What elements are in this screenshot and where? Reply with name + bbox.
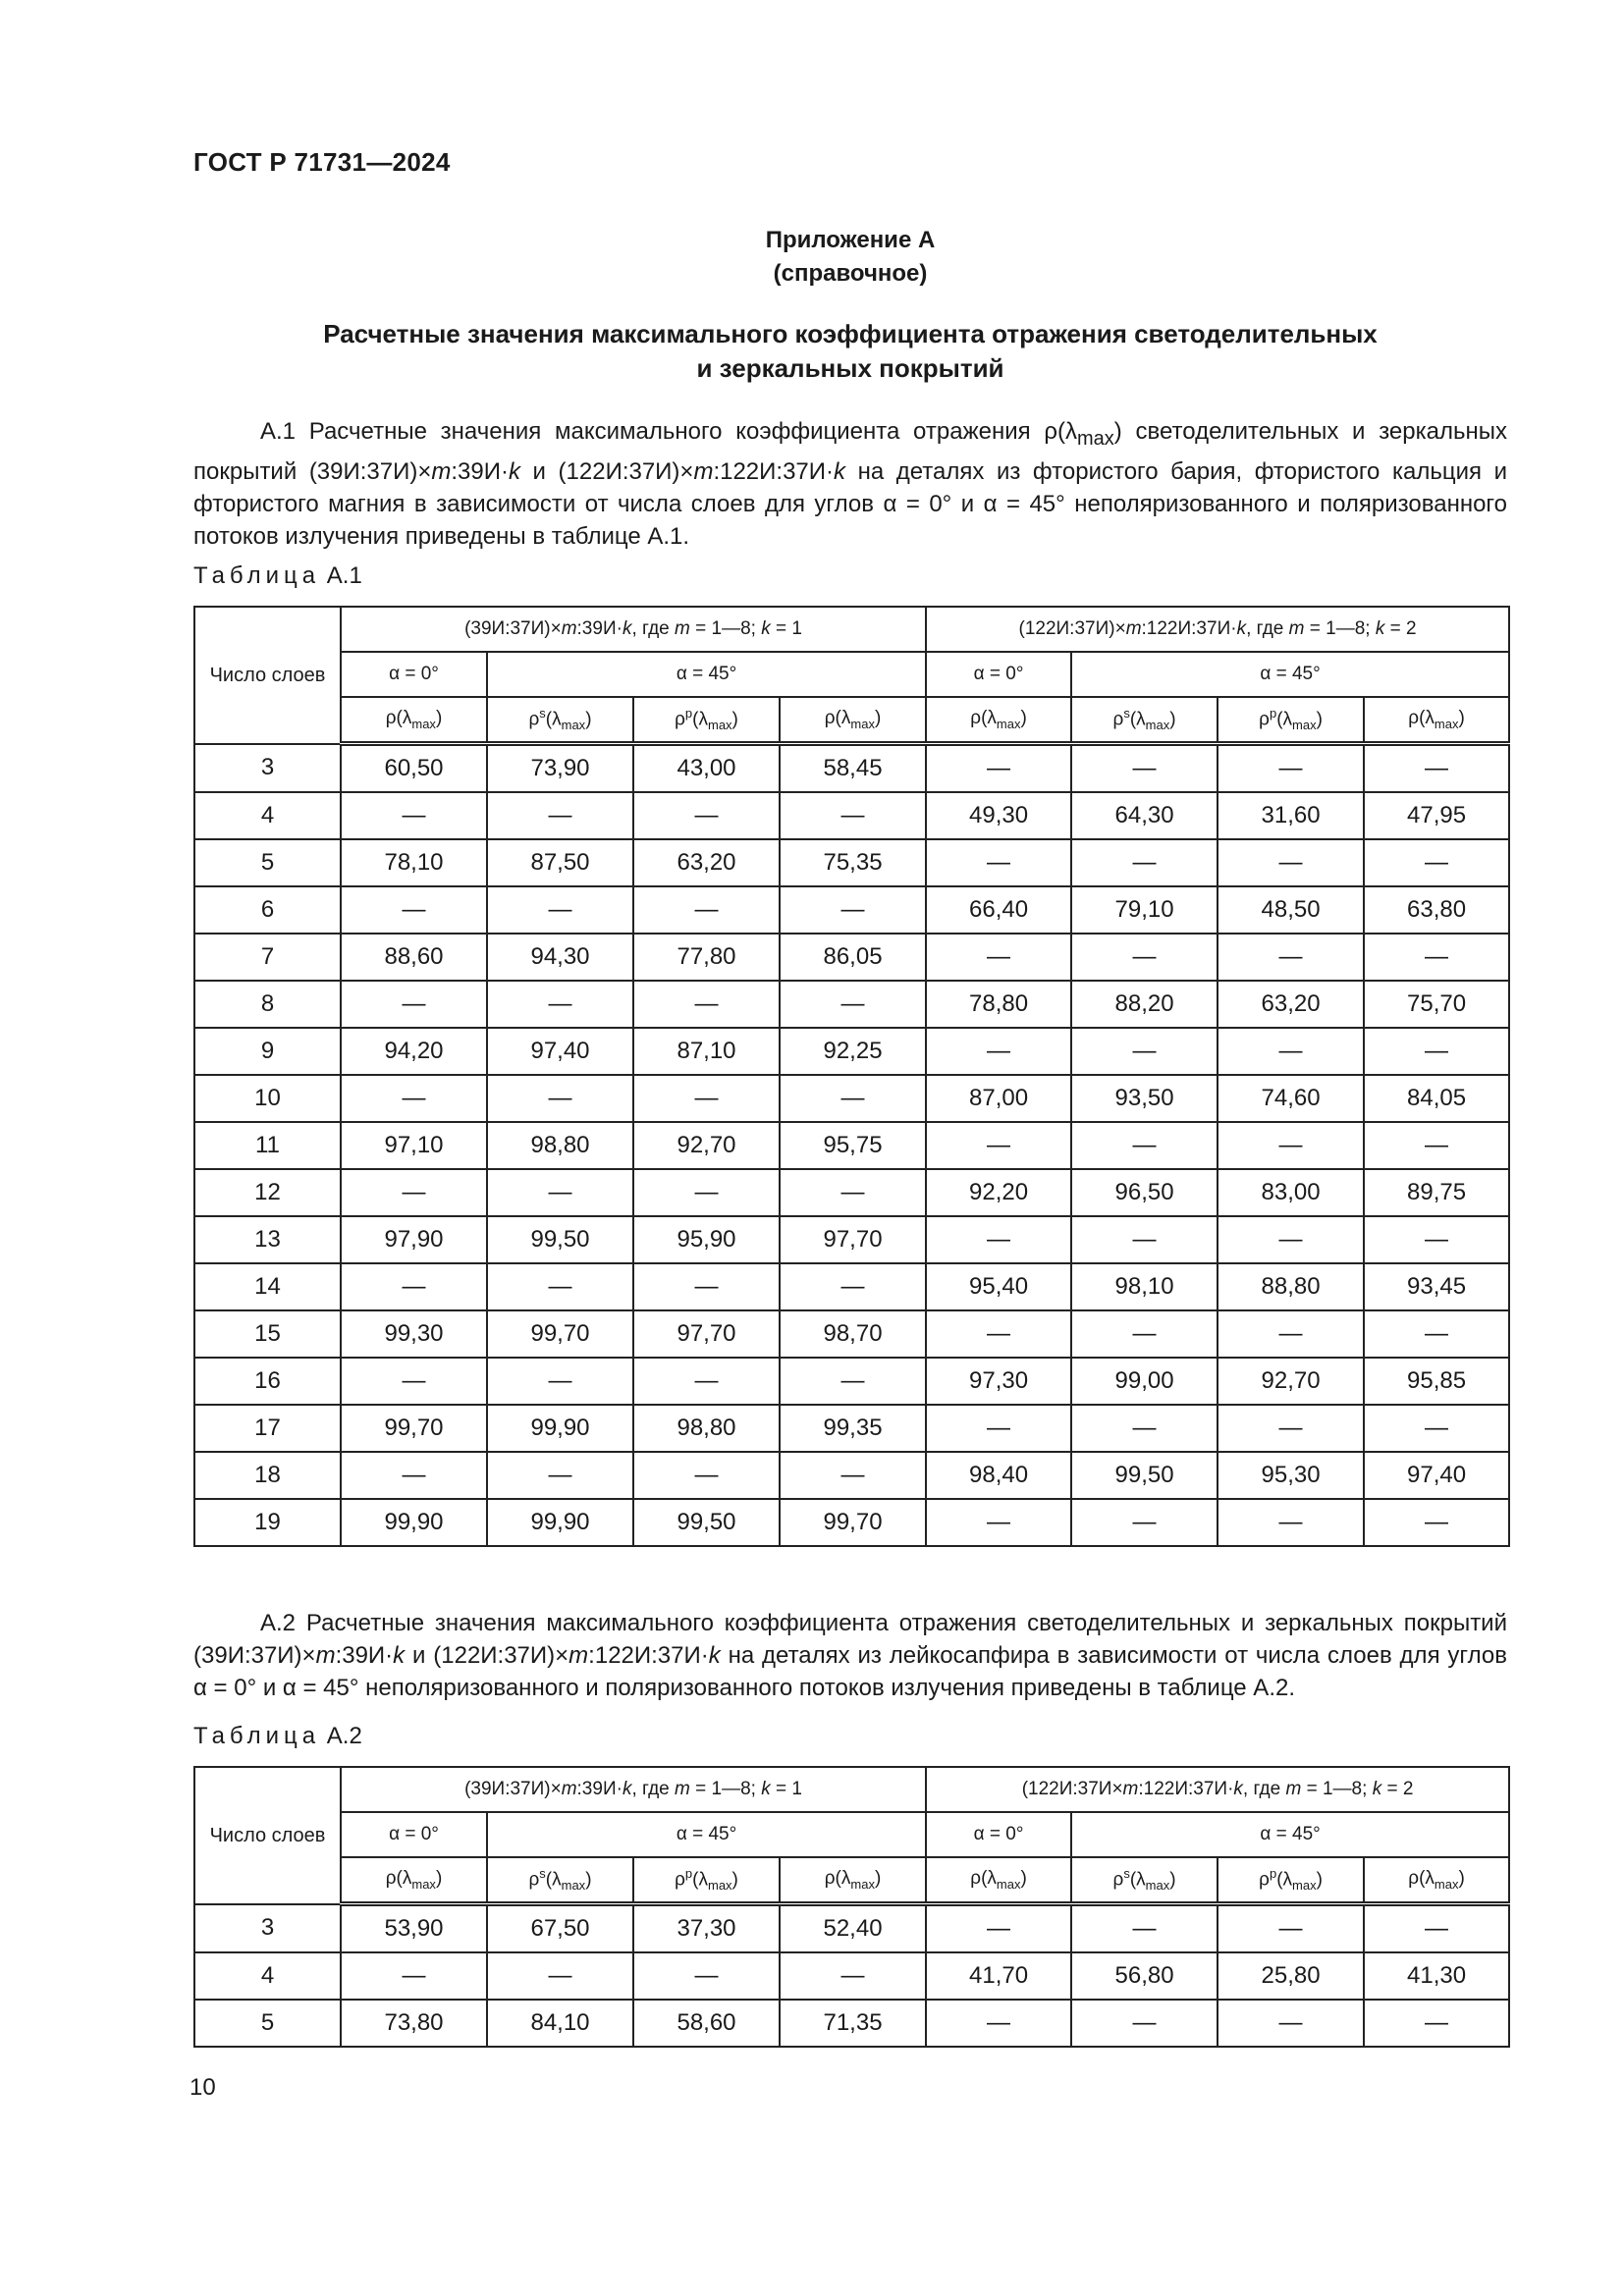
table-row (194, 1075, 1509, 1122)
rho-col-header: $\rho(\lambda_{max})$ (780, 1857, 926, 1904)
reflectance-cell: — (1218, 1028, 1364, 1075)
paragraph-a2: А.2 Расчетные значения максимального коэффициента отражения светоделительных и зеркальных покрытий (39И:37И)×m:39И·k и (122И:37И)×m:122И:37И·k на деталях из лейкосапфира в зависимости от числа слоев для углов α = 0° и α = 45° неполяризованного и поляризованного потоков излучения приведены в таблице А.2. (193, 1610, 1507, 1701)
reflectance-cell: — (1218, 839, 1364, 886)
layer-count-cell: 4 (194, 792, 341, 839)
reflectance-cell: — (1218, 1122, 1364, 1169)
reflectance-cell: 64,30 (1071, 792, 1218, 839)
table-a1 (193, 606, 1510, 1547)
reflectance-cell: — (341, 1952, 487, 2000)
reflectance-cell: 73,90 (487, 744, 633, 793)
layer-count-cell: 5 (194, 2000, 341, 2047)
angle-0-header: α = 0° (926, 1812, 1071, 1857)
reflectance-cell: 99,70 (341, 1405, 487, 1452)
layer-count-cell: 15 (194, 1310, 341, 1358)
reflectance-cell: 99,35 (780, 1405, 926, 1452)
rho-s-col-header: $\rho^s(\lambda_{max})$ (487, 1857, 633, 1904)
reflectance-cell: — (633, 1452, 780, 1499)
reflectance-cell: 97,40 (487, 1028, 633, 1075)
reflectance-cell: — (780, 1358, 926, 1405)
reflectance-cell: 43,00 (633, 744, 780, 793)
reflectance-cell: — (1364, 1499, 1509, 1546)
reflectance-cell: 87,50 (487, 839, 633, 886)
reflectance-cell: 95,85 (1364, 1358, 1509, 1405)
table-row (194, 1405, 1509, 1452)
reflectance-cell: — (1364, 1028, 1509, 1075)
reflectance-cell: 94,20 (341, 1028, 487, 1075)
reflectance-cell: 93,50 (1071, 1075, 1218, 1122)
reflectance-cell: — (1071, 839, 1218, 886)
layer-count-cell: 4 (194, 1952, 341, 2000)
layer-count-cell: 19 (194, 1499, 341, 1546)
layer-count-cell: 14 (194, 1263, 341, 1310)
reflectance-cell: 99,50 (633, 1499, 780, 1546)
reflectance-cell: — (487, 792, 633, 839)
reflectance-cell: 75,35 (780, 839, 926, 886)
reflectance-cell: 31,60 (1218, 792, 1364, 839)
reflectance-cell: 88,80 (1218, 1263, 1364, 1310)
angle-45-header: α = 45° (487, 652, 926, 697)
reflectance-cell: — (633, 1263, 780, 1310)
reflectance-cell: — (1364, 1405, 1509, 1452)
reflectance-cell: — (487, 1358, 633, 1405)
reflectance-cell: 88,60 (341, 934, 487, 981)
reflectance-cell: — (926, 934, 1071, 981)
reflectance-cell: 99,00 (1071, 1358, 1218, 1405)
reflectance-cell: 98,80 (487, 1122, 633, 1169)
reflectance-cell: 89,75 (1364, 1169, 1509, 1216)
rho-p-col-header: $\rho^p(\lambda_{max})$ (1218, 697, 1364, 744)
table-row (194, 744, 1509, 793)
reflectance-cell: — (341, 886, 487, 934)
reflectance-cell: 99,70 (487, 1310, 633, 1358)
reflectance-cell: 87,00 (926, 1075, 1071, 1122)
reflectance-cell: — (926, 2000, 1071, 2047)
table-row (194, 1122, 1509, 1169)
reflectance-cell: 71,35 (780, 2000, 926, 2047)
reflectance-cell: 78,80 (926, 981, 1071, 1028)
reflectance-cell: 52,40 (780, 1904, 926, 1953)
reflectance-cell: 86,05 (780, 934, 926, 981)
reflectance-cell: — (1071, 1405, 1218, 1452)
rho-col-header: $\rho(\lambda_{max})$ (780, 697, 926, 744)
reflectance-cell: 41,70 (926, 1952, 1071, 2000)
reflectance-cell: — (780, 886, 926, 934)
layers-header: Число слоев (194, 1767, 341, 1904)
reflectance-cell: 60,50 (341, 744, 487, 793)
reflectance-cell: 94,30 (487, 934, 633, 981)
angle-0-header: α = 0° (341, 1812, 487, 1857)
reflectance-cell: 49,30 (926, 792, 1071, 839)
reflectance-cell: — (341, 792, 487, 839)
reflectance-cell: 74,60 (1218, 1075, 1364, 1122)
table-row (194, 1952, 1509, 2000)
reflectance-cell: — (633, 792, 780, 839)
layer-count-cell: 5 (194, 839, 341, 886)
rho-p-col-header: $\rho^p(\lambda_{max})$ (633, 697, 780, 744)
document-code: ГОСТ Р 71731—2024 (193, 147, 451, 177)
layer-count-cell: 10 (194, 1075, 341, 1122)
reflectance-cell: 41,30 (1364, 1952, 1509, 2000)
reflectance-cell: 58,45 (780, 744, 926, 793)
reflectance-cell: — (1364, 1216, 1509, 1263)
reflectance-cell: — (1364, 839, 1509, 886)
reflectance-cell: 99,70 (780, 1499, 926, 1546)
layer-count-cell: 13 (194, 1216, 341, 1263)
section-title (193, 317, 1507, 386)
reflectance-cell: — (1218, 2000, 1364, 2047)
reflectance-cell: — (1071, 1122, 1218, 1169)
reflectance-cell: — (633, 1075, 780, 1122)
angle-45-header: α = 45° (1071, 652, 1509, 697)
reflectance-cell: — (1364, 1122, 1509, 1169)
appendix-heading (193, 224, 1507, 291)
reflectance-cell: — (487, 1952, 633, 2000)
reflectance-cell: — (926, 1216, 1071, 1263)
reflectance-cell: 63,80 (1364, 886, 1509, 934)
layer-count-cell: 17 (194, 1405, 341, 1452)
reflectance-cell: — (780, 1169, 926, 1216)
reflectance-cell: — (926, 1028, 1071, 1075)
reflectance-cell: 78,10 (341, 839, 487, 886)
reflectance-cell: 97,70 (633, 1310, 780, 1358)
reflectance-cell: 84,10 (487, 2000, 633, 2047)
reflectance-cell: — (633, 1358, 780, 1405)
reflectance-cell: — (780, 1452, 926, 1499)
reflectance-cell: — (341, 1452, 487, 1499)
reflectance-cell: — (1071, 934, 1218, 981)
rho-col-header: $\rho(\lambda_{max})$ (926, 1857, 1071, 1904)
page-number: 10 (189, 2074, 216, 2101)
rho-col-header: $\rho(\lambda_{max})$ (926, 697, 1071, 744)
layer-count-cell: 9 (194, 1028, 341, 1075)
rho-s-col-header: $\rho^s(\lambda_{max})$ (1071, 697, 1218, 744)
reflectance-cell: — (1218, 1904, 1364, 1953)
table-row (194, 1169, 1509, 1216)
reflectance-cell: 97,30 (926, 1358, 1071, 1405)
rho-col-header: $\rho(\lambda_{max})$ (1364, 1857, 1509, 1904)
reflectance-cell: 25,80 (1218, 1952, 1364, 2000)
reflectance-cell: 95,75 (780, 1122, 926, 1169)
reflectance-cell: 99,90 (487, 1499, 633, 1546)
reflectance-cell: 99,90 (487, 1405, 633, 1452)
reflectance-cell: 53,90 (341, 1904, 487, 1953)
reflectance-cell: — (1218, 1405, 1364, 1452)
reflectance-cell: — (633, 886, 780, 934)
table-row (194, 934, 1509, 981)
reflectance-cell: — (926, 839, 1071, 886)
angle-0-header: α = 0° (341, 652, 487, 697)
reflectance-cell: — (926, 1122, 1071, 1169)
reflectance-cell: 92,25 (780, 1028, 926, 1075)
group2-header: (122И:37И)×m:122И:37И·k, где m = 1—8; k = 2 (926, 607, 1509, 652)
reflectance-cell: — (1364, 1904, 1509, 1953)
reflectance-cell: — (487, 1263, 633, 1310)
layer-count-cell: 3 (194, 744, 341, 793)
reflectance-cell: — (926, 1405, 1071, 1452)
reflectance-cell: 37,30 (633, 1904, 780, 1953)
reflectance-cell: 66,40 (926, 886, 1071, 934)
reflectance-cell: — (780, 792, 926, 839)
reflectance-cell: — (1218, 934, 1364, 981)
reflectance-cell: — (1071, 744, 1218, 793)
rho-s-col-header: $\rho^s(\lambda_{max})$ (1071, 1857, 1218, 1904)
reflectance-cell: — (633, 981, 780, 1028)
reflectance-cell: — (780, 1075, 926, 1122)
paragraph-a1: А.1 Расчетные значения максимального коэффициента отражения $\rho(\lambda_{max})$ светоделительных и зеркальных покрытий (39И:37И)×m:39И·k и (122И:37И)×m:122И:37И·k на деталях из фтористого бария, фтористого кальция и фтористого магния в зависимости от числа слоев для углов α = 0° и α = 45° неполяризованного и поляризованного потоков излучения приведены в таблице А.1. (193, 418, 1508, 550)
reflectance-cell: — (487, 1452, 633, 1499)
reflectance-cell: — (633, 1169, 780, 1216)
table-row (194, 886, 1509, 934)
reflectance-cell: 67,50 (487, 1904, 633, 1953)
appendix-subtitle: (справочное) (773, 260, 928, 287)
reflectance-cell: 98,80 (633, 1405, 780, 1452)
table-row (194, 2000, 1509, 2047)
reflectance-cell: — (1364, 934, 1509, 981)
reflectance-cell: 98,40 (926, 1452, 1071, 1499)
reflectance-cell: 83,00 (1218, 1169, 1364, 1216)
reflectance-cell: 88,20 (1071, 981, 1218, 1028)
reflectance-cell: — (1071, 1216, 1218, 1263)
layer-count-cell: 7 (194, 934, 341, 981)
layers-header: Число слоев (194, 607, 341, 744)
reflectance-cell: 99,50 (487, 1216, 633, 1263)
reflectance-cell: — (487, 1075, 633, 1122)
table-row (194, 981, 1509, 1028)
reflectance-cell: — (1071, 2000, 1218, 2047)
layer-count-cell: 18 (194, 1452, 341, 1499)
reflectance-cell: — (780, 981, 926, 1028)
rho-col-header: $\rho(\lambda_{max})$ (341, 1857, 487, 1904)
table-row (194, 1310, 1509, 1358)
reflectance-cell: — (487, 1169, 633, 1216)
reflectance-cell: 87,10 (633, 1028, 780, 1075)
reflectance-cell: — (1071, 1904, 1218, 1953)
layer-count-cell: 11 (194, 1122, 341, 1169)
reflectance-cell: 63,20 (1218, 981, 1364, 1028)
reflectance-cell: 56,80 (1071, 1952, 1218, 2000)
angle-45-header: α = 45° (1071, 1812, 1509, 1857)
reflectance-cell: 79,10 (1071, 886, 1218, 934)
reflectance-cell: 73,80 (341, 2000, 487, 2047)
reflectance-cell: 95,30 (1218, 1452, 1364, 1499)
table-row (194, 792, 1509, 839)
reflectance-cell: — (1218, 744, 1364, 793)
layer-count-cell: 3 (194, 1904, 341, 1953)
reflectance-cell: 98,10 (1071, 1263, 1218, 1310)
reflectance-cell: — (1071, 1310, 1218, 1358)
reflectance-cell: 99,30 (341, 1310, 487, 1358)
table-a2-caption: Таблица А.2 (193, 1723, 362, 1749)
reflectance-cell: 92,70 (633, 1122, 780, 1169)
reflectance-cell: — (633, 1952, 780, 2000)
reflectance-cell: 84,05 (1364, 1075, 1509, 1122)
reflectance-cell: — (926, 1904, 1071, 1953)
table-row (194, 1904, 1509, 1953)
rho-col-header: $\rho(\lambda_{max})$ (1364, 697, 1509, 744)
reflectance-cell: — (487, 981, 633, 1028)
reflectance-cell: — (341, 1358, 487, 1405)
table-row (194, 1452, 1509, 1499)
group1-header: (39И:37И)×m:39И·k, где m = 1—8; k = 1 (341, 1767, 926, 1812)
reflectance-cell: — (926, 744, 1071, 793)
reflectance-cell: 92,70 (1218, 1358, 1364, 1405)
reflectance-cell: — (341, 1169, 487, 1216)
reflectance-cell: 96,50 (1071, 1169, 1218, 1216)
table-a2 (193, 1766, 1510, 2048)
layer-count-cell: 16 (194, 1358, 341, 1405)
reflectance-cell: — (487, 886, 633, 934)
table-row (194, 839, 1509, 886)
layer-count-cell: 6 (194, 886, 341, 934)
layer-count-cell: 8 (194, 981, 341, 1028)
reflectance-cell: 97,40 (1364, 1452, 1509, 1499)
group1-header: (39И:37И)×m:39И·k, где m = 1—8; k = 1 (341, 607, 926, 652)
rho-s-col-header: $\rho^s(\lambda_{max})$ (487, 697, 633, 744)
reflectance-cell: 98,70 (780, 1310, 926, 1358)
reflectance-cell: — (341, 1263, 487, 1310)
table-a1-caption: Таблица А.1 (193, 562, 362, 589)
reflectance-cell: — (1071, 1499, 1218, 1546)
reflectance-cell: 92,20 (926, 1169, 1071, 1216)
reflectance-cell: — (780, 1263, 926, 1310)
angle-0-header: α = 0° (926, 652, 1071, 697)
reflectance-cell: 75,70 (1364, 981, 1509, 1028)
reflectance-cell: 77,80 (633, 934, 780, 981)
reflectance-cell: 99,50 (1071, 1452, 1218, 1499)
table-row (194, 1216, 1509, 1263)
reflectance-cell: — (1364, 2000, 1509, 2047)
reflectance-cell: 95,40 (926, 1263, 1071, 1310)
rho-p-col-header: $\rho^p(\lambda_{max})$ (633, 1857, 780, 1904)
reflectance-cell: — (1364, 744, 1509, 793)
reflectance-cell: 95,90 (633, 1216, 780, 1263)
reflectance-cell: 93,45 (1364, 1263, 1509, 1310)
reflectance-cell: — (1218, 1499, 1364, 1546)
reflectance-cell: 99,90 (341, 1499, 487, 1546)
table-row (194, 1358, 1509, 1405)
reflectance-cell: 97,10 (341, 1122, 487, 1169)
rho-col-header: $\rho(\lambda_{max})$ (341, 697, 487, 744)
layer-count-cell: 12 (194, 1169, 341, 1216)
reflectance-cell: 58,60 (633, 2000, 780, 2047)
reflectance-cell: — (1071, 1028, 1218, 1075)
appendix-title: Приложение А (765, 227, 936, 253)
section-title-line2: и зеркальных покрытий (696, 353, 1004, 383)
reflectance-cell: — (1218, 1216, 1364, 1263)
table-row (194, 1263, 1509, 1310)
reflectance-cell: — (341, 981, 487, 1028)
reflectance-cell: — (1218, 1310, 1364, 1358)
reflectance-cell: 47,95 (1364, 792, 1509, 839)
table-row (194, 1499, 1509, 1546)
reflectance-cell: 97,70 (780, 1216, 926, 1263)
reflectance-cell: 48,50 (1218, 886, 1364, 934)
reflectance-cell: 97,90 (341, 1216, 487, 1263)
reflectance-cell: — (341, 1075, 487, 1122)
section-title-line1: Расчетные значения максимального коэффициента отражения светоделительных (323, 319, 1378, 348)
reflectance-cell: — (926, 1310, 1071, 1358)
reflectance-cell: — (780, 1952, 926, 2000)
angle-45-header: α = 45° (487, 1812, 926, 1857)
reflectance-cell: 63,20 (633, 839, 780, 886)
group2-header: (122И:37И×m:122И:37И·k, где m = 1—8; k = 2 (926, 1767, 1509, 1812)
table-row (194, 1028, 1509, 1075)
reflectance-cell: — (1364, 1310, 1509, 1358)
rho-p-col-header: $\rho^p(\lambda_{max})$ (1218, 1857, 1364, 1904)
reflectance-cell: — (926, 1499, 1071, 1546)
